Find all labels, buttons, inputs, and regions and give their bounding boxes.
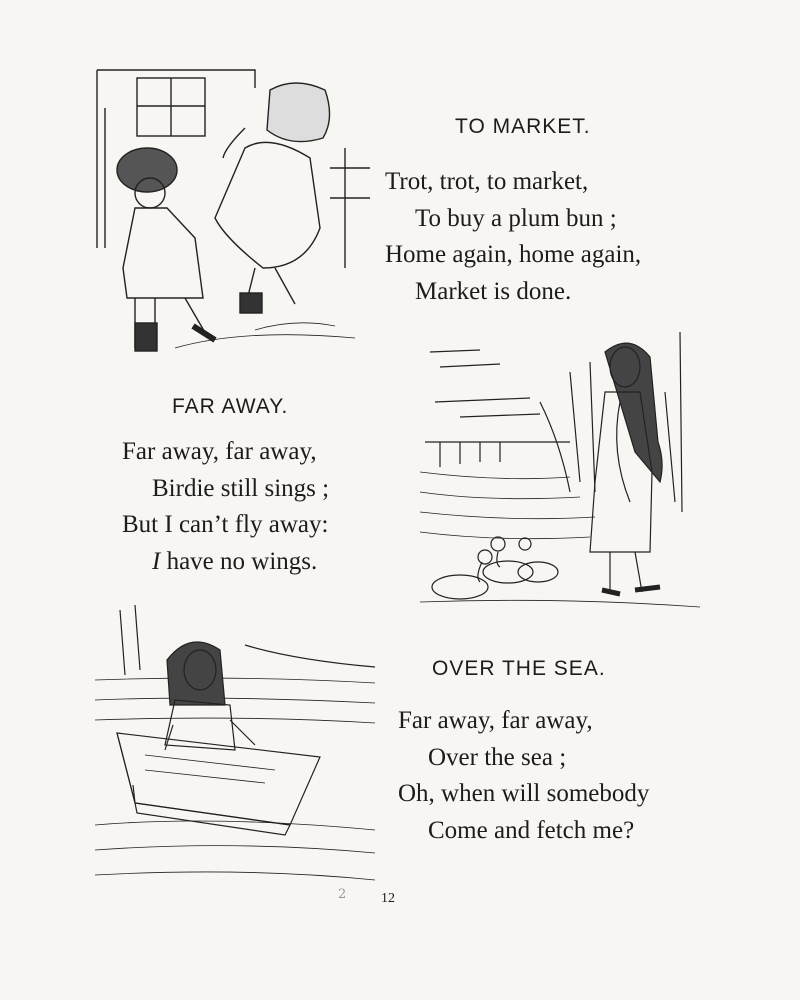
verse-line: Far away, far away,: [122, 438, 317, 465]
girl-in-boat-drawing: [95, 605, 375, 890]
poem-verse: [398, 703, 649, 849]
stray-mark: 2: [338, 887, 347, 902]
verse-line: Home again, home again,: [385, 241, 642, 268]
verse-line: Over the sea ;: [428, 743, 567, 771]
italic-word: I: [152, 547, 161, 575]
poem-title: OVER THE SEA.: [432, 657, 606, 680]
children-walking-drawing: [95, 68, 370, 355]
girl-with-ducks-illustration: [420, 332, 700, 612]
verse-line: Market is done.: [415, 277, 572, 305]
verse-line: Oh, when will somebody: [398, 780, 650, 807]
verse-line: But I can’t fly away:: [122, 511, 329, 538]
poem-verse: [385, 164, 641, 310]
verse-line: Birdie still sings ;: [152, 474, 330, 502]
girl-with-ducks-drawing: [420, 332, 700, 612]
poem-title: FAR AWAY.: [172, 395, 289, 418]
verse-line: Far away, far away,: [398, 707, 593, 734]
page-number: 12: [381, 891, 395, 906]
poem-verse: [122, 434, 329, 580]
verse-line-rest: have no wings.: [160, 547, 318, 575]
verse-line: Trot, trot, to market,: [385, 168, 589, 195]
verse-line: To buy a plum bun ;: [415, 204, 617, 232]
poem-title: TO MARKET.: [455, 115, 591, 138]
children-walking-illustration: [95, 68, 370, 355]
verse-line: [122, 544, 329, 581]
verse-line: Come and fetch me?: [428, 816, 635, 844]
girl-in-boat-illustration: [95, 605, 375, 890]
